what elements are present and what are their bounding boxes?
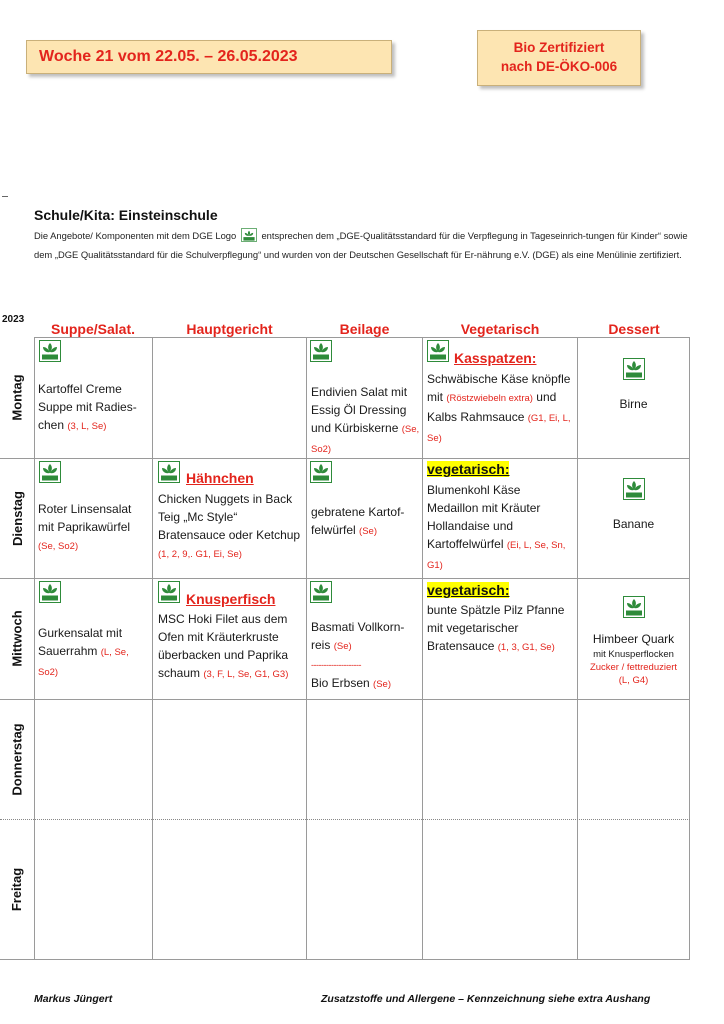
- dge-logo-icon: [241, 228, 257, 247]
- school-title: Schule/Kita: Einsteinschule: [34, 207, 218, 223]
- beilage-separator: --------------------: [311, 660, 361, 670]
- mittwoch-dessert: Himbeer Quark mit Knusperflocken Zucker / fettreduziert (L, G4): [589, 632, 678, 686]
- week-banner: [26, 40, 392, 74]
- mittwoch-haupt-heading: Knusperfisch: [186, 591, 276, 607]
- grid-line: [422, 337, 423, 959]
- dienstag-haupt-heading: Hähnchen: [186, 470, 254, 486]
- montag-suppe: Kartoffel Creme Suppe mit Radies-chen (3, L, Se): [38, 382, 137, 432]
- dienstag-suppe: Roter Linsensalat mit Paprikawürfel (Se, So2): [38, 502, 132, 552]
- grid-line: [34, 337, 690, 338]
- dge-logo-icon: [623, 596, 645, 618]
- column-header-vegetarisch: Vegetarisch: [460, 321, 540, 337]
- column-header-suppe: Suppe/Salat.: [50, 321, 136, 337]
- dge-logo-icon: [39, 581, 61, 603]
- mittwoch-beilage: Basmati Vollkorn-reis (Se) -------------------- Bio Erbsen (Se): [311, 618, 421, 694]
- dge-logo-icon: [39, 461, 61, 483]
- day-label-dienstag: Dienstag: [9, 490, 25, 546]
- dge-logo-icon: [310, 581, 332, 603]
- grid-line: [0, 959, 690, 960]
- montag-veg-heading: Kasspatzen:: [454, 350, 537, 366]
- day-label-montag: Montag: [9, 374, 25, 421]
- margin-mark: [2, 196, 8, 197]
- dienstag-beilage: gebratene Kartof-felwürfel (Se): [311, 505, 405, 537]
- mittwoch-suppe: Gurkensalat mit Sauerrahm (L, Se, So2): [38, 626, 129, 678]
- intro-text-part-2: entsprechen dem „DGE-Qualitätsstandard für die Verpflegung in Tageseinrich-tungen für Kinder“ sowie dem „DGE Qualitätsstandard für die Schulverpflegung“ und wurden von der Deutschen Gesellschaft für Er-nährung e.V. (DGE) als eine Menülinie zertifiziert.: [34, 230, 688, 260]
- dge-logo-icon: [310, 461, 332, 483]
- grid-line: [152, 337, 153, 959]
- day-label-freitag: Freitag: [9, 867, 25, 911]
- grid-line: [689, 337, 690, 959]
- montag-beilage: Endivien Salat mit Essig Öl Dressing und Kürbiskerne (Se, So2): [311, 385, 420, 455]
- year-label: 2023: [2, 314, 25, 325]
- mittwoch-vegetarisch: bunte Spätzle Pilz Pfanne mit vegetarischer Bratensauce (1, 3, G1, Se): [427, 603, 565, 653]
- dge-logo-icon: [623, 358, 645, 380]
- bio-certificate-box: [477, 30, 641, 86]
- dge-logo-icon: [39, 340, 61, 362]
- intro-text-part-1: Die Angebote/ Komponenten mit dem DGE Logo: [34, 230, 237, 241]
- column-header-beilage: Beilage: [339, 321, 390, 337]
- column-header-dessert: Dessert: [608, 321, 660, 337]
- dge-logo-icon: [623, 478, 645, 500]
- dge-logo-icon: [158, 461, 180, 483]
- dge-logo-icon: [310, 340, 332, 362]
- bio-line-1: Bio Zertifiziert: [513, 40, 605, 55]
- grid-line: [34, 337, 35, 959]
- column-header-hauptgericht: Hauptgericht: [186, 321, 273, 337]
- dge-logo-icon: [158, 581, 180, 603]
- day-label-donnerstag: Donnerstag: [9, 722, 25, 796]
- grid-line: [0, 578, 690, 579]
- mittwoch-veg-heading: vegetarisch:: [427, 582, 510, 598]
- week-title: Woche 21 vom 22.05. – 26.05.2023: [39, 48, 298, 65]
- grid-line: [0, 819, 690, 820]
- grid-line: [306, 337, 307, 959]
- dienstag-hauptgericht: Chicken Nuggets in Back Teig „Mc Style“ Bratensauce oder Ketchup (1, 2, 9,. G1, Ei, Se): [158, 492, 301, 560]
- dienstag-dessert: Banane: [612, 517, 655, 531]
- mittwoch-hauptgericht: MSC Hoki Filet aus dem Ofen mit Kräuterkruste überbacken und Paprika schaum (3, F, L, Se, G1, G3): [158, 612, 289, 680]
- montag-vegetarisch: Schwäbische Käse knöpfle mit (Röstzwiebeln extra) und Kalbs Rahmsauce (G1, Ei, L, Se): [427, 372, 571, 444]
- grid-line: [0, 699, 690, 700]
- bio-line-2: nach DE-ÖKO-006: [500, 59, 618, 74]
- footer-note: Zusatzstoffe und Allergene – Kennzeichnung siehe extra Aushang: [321, 993, 651, 1005]
- dienstag-vegetarisch: Blumenkohl Käse Medaillon mit Kräuter Hollandaise und Kartoffelwürfel (Ei, L, Se, Sn, G1): [427, 483, 566, 571]
- dge-logo-icon: [427, 340, 449, 362]
- day-label-mittwoch: Mittwoch: [9, 610, 25, 667]
- montag-dessert: Birne: [619, 397, 648, 411]
- dienstag-veg-heading: vegetarisch:: [427, 461, 510, 477]
- footer-author: Markus Jüngert: [34, 993, 113, 1005]
- dge-intro-text: [34, 228, 694, 262]
